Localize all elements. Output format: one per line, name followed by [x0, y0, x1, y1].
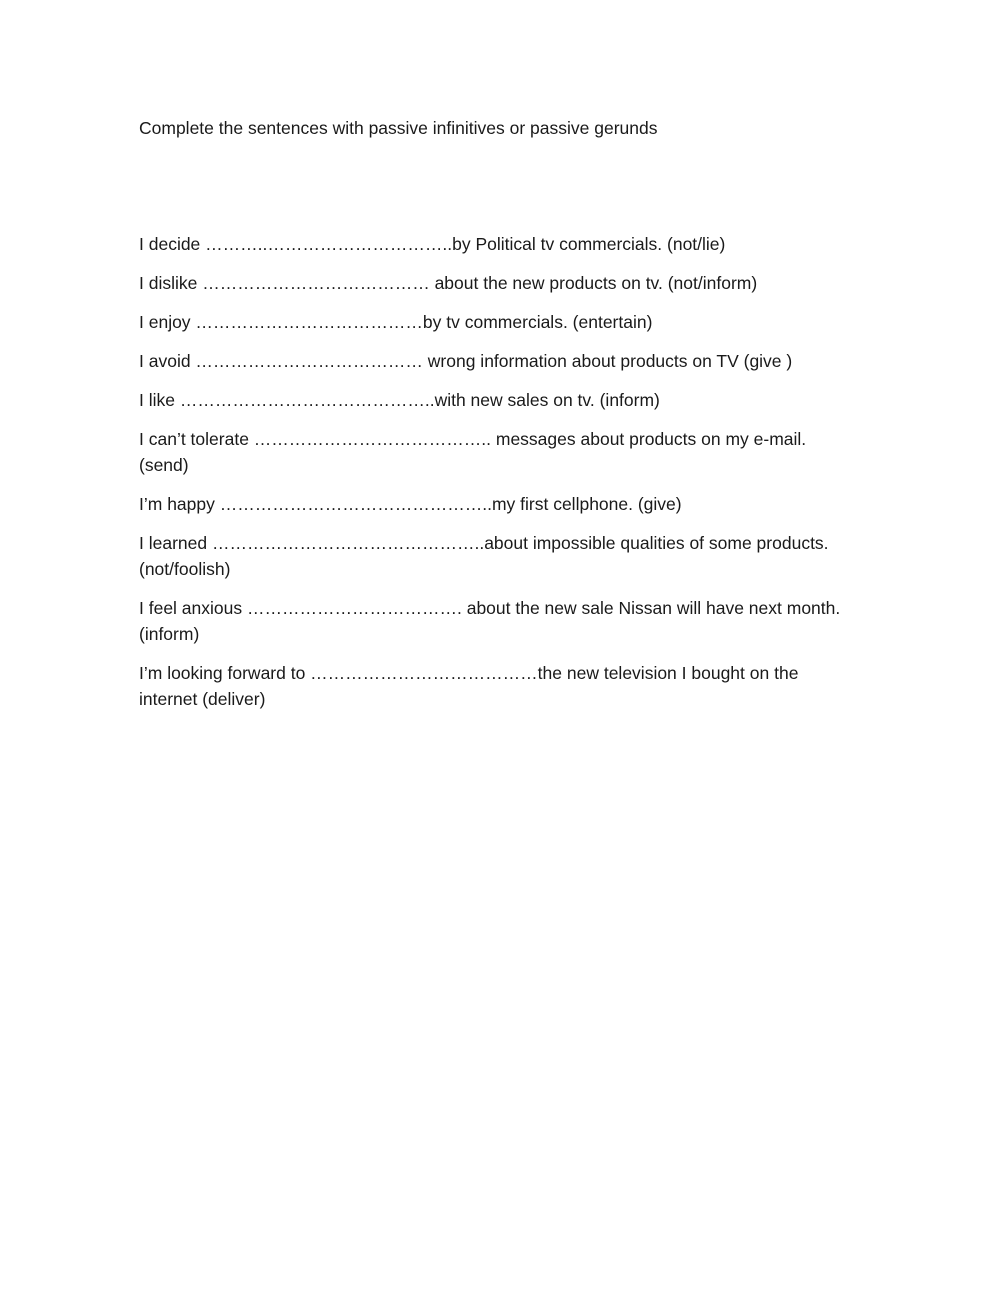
sentence-list: [139, 231, 851, 725]
sentence-3: I enjoy …………………………………by tv commercials. (entertain): [139, 312, 653, 332]
sentence-7: I’m happy ………………………………………..my first cellphone. (give): [139, 494, 682, 514]
sentence-8: I learned ………………………………………..about impossible qualities of some products. (not/foolish): [139, 533, 829, 579]
sentence-9: I feel anxious ………………………………. about the new sale Nissan will have next month. (inform): [139, 598, 841, 644]
sentence-1: I decide ………..…………………………..by Political tv commercials. (not/lie): [139, 234, 726, 254]
sentence-4: I avoid ………………………………… wrong information about products on TV (give ): [139, 351, 793, 371]
sentence-6: I can’t tolerate ………………………………….. messages about products on my e-mail. (send): [139, 429, 807, 475]
instruction-text: Complete the sentences with passive infinitives or passive gerunds: [139, 118, 658, 138]
sentence-10: I’m looking forward to …………………………………the new television I bought on the internet (deliver): [139, 663, 799, 709]
sentence-2: I dislike ………………………………… about the new products on tv. (not/inform): [139, 273, 758, 293]
sentence-5: I like ……………………………………..with new sales on tv. (inform): [139, 390, 660, 410]
